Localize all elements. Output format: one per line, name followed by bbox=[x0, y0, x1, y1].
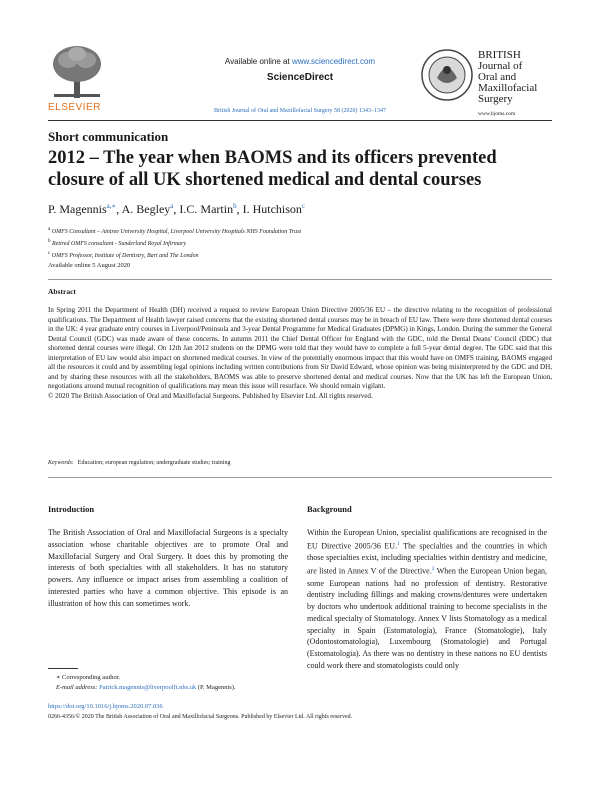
affiliation-text: OMFS Consultant – Aintree University Hospital, Liverpool University Hospitals NHS Foundation Trust bbox=[51, 229, 302, 235]
author-affiliation-ref[interactable]: a bbox=[170, 202, 174, 210]
affiliation-marker: a bbox=[48, 227, 51, 232]
available-online-date: Available online 5 August 2020 bbox=[48, 262, 131, 269]
abstract-heading: Abstract bbox=[48, 287, 76, 296]
affiliations bbox=[48, 225, 301, 261]
citation-ref[interactable]: 2 bbox=[431, 566, 435, 573]
journal-logo-line: BRITISH bbox=[478, 49, 521, 61]
availability-prefix: Available online at bbox=[224, 57, 292, 66]
keywords bbox=[48, 460, 230, 466]
affiliation-item bbox=[48, 249, 301, 261]
doi-link[interactable]: https://doi.org/10.1016/j.bjoms.2020.07.036 bbox=[48, 703, 163, 710]
copyright-line: 0266-4356/© 2020 The British Association of Oral and Maxillofacial Surgeons. Published by Elsevier Ltd. All rights reserved. bbox=[48, 714, 353, 720]
email-label: E-mail address: bbox=[56, 684, 98, 691]
background-text bbox=[307, 527, 547, 672]
abstract-text: In Spring 2011 the Department of Health (DH) received a request to review European Union Directive 2005/36 EU – the directive relating to the recognition of professional qualifications. The Department of Health lawyer raised concerns that the existing shortened dental courses may be in breach of EU law. There were three shortened dental courses in the UK: 4 year graduate entry courses in Liverpool/Peninsula and 3-year Dental Programme for Medical Graduates (DPMG) in Kings, London. During the summer the General Dental Council (GDC) was made aware of these concerns. In autumn 2011 the Chief Dental Officer for England with the GDC, told the Dental Deans' Council (DDC) that shortened dental courses were illegal. On 12th Jan 2012 students on the DPMG were told that they would have to complete a full 5-year dental degree. The GDC said that this interpretation of EU law would also impact on shortened medical courses. In view of the potentially enormous impact that this would have on OMFS training, BAOMS engaged all the resources it could and by assembling legal opinions including written contributions from Sir David Edward, whose opinion was being misinterpreted by the GDC and DH, and by sharing these resources with all the stakeholders, BAOMS was able to preserve shortened dental and medical courses. Now that the UK has left the European Union, negotiations around mutual recognition of qualifications may mean this issue will resurface. We should remain vigilant. bbox=[48, 306, 552, 391]
affiliation-marker: b bbox=[48, 239, 51, 244]
affiliation-text: Retired OMFS consultant - Sunderland Royal Infirmary bbox=[52, 241, 187, 247]
section-type: Short communication bbox=[48, 129, 169, 144]
background-heading: Background bbox=[307, 504, 352, 514]
divider bbox=[48, 279, 552, 280]
bjoms-crest-logo bbox=[420, 48, 474, 102]
author-list: P. Magennis$^{a,∗}$, A. Begley$^a$, I.C. Martin$^b$, I. Hutchison$^c$ bbox=[48, 202, 306, 216]
keywords-list: Education; european regulation; undergraduate studies; training bbox=[77, 460, 231, 466]
keywords-label: Keywords: bbox=[48, 460, 74, 466]
sciencedirect-link[interactable]: www.sciencedirect.com bbox=[291, 57, 376, 66]
affiliation-text: OMFS Professor, Institute of Dentistry, Bart and The London bbox=[51, 253, 199, 259]
abstract-copyright: © 2020 The British Association of Oral and Maxillofacial Surgeons. Published by Elsevier Ltd. All rights reserved. bbox=[48, 391, 373, 400]
journal-reference[interactable]: British Journal of Oral and Maxillofacial Surgery 58 (2020) 1343–1347 bbox=[213, 108, 387, 114]
affiliation-item bbox=[48, 225, 301, 237]
affiliation-item bbox=[48, 237, 301, 249]
journal-logo-line: Journal of bbox=[478, 60, 523, 72]
divider bbox=[48, 477, 552, 478]
author-name[interactable]: P. Magennis bbox=[48, 202, 107, 216]
background-segment: Within the European Union, specialist qualifications are recognised in the EU Directive 2005/36 EU. bbox=[307, 528, 547, 551]
introduction-heading: Introduction bbox=[48, 504, 95, 514]
author-affiliation-ref[interactable]: c bbox=[301, 202, 306, 210]
footnote-divider bbox=[48, 668, 78, 669]
author-name[interactable]: I.C. Martin bbox=[179, 202, 234, 216]
author-affiliation-ref[interactable]: b bbox=[233, 202, 237, 210]
header-divider bbox=[48, 120, 552, 121]
author-affiliation-ref[interactable]: a,∗ bbox=[106, 202, 117, 210]
article-title: 2012 – The year when BAOMS and its officers prevented closure of all UK shortened medical and dental courses bbox=[48, 148, 497, 190]
background-segment: The specialties and the countries in which those specialties exist, including specialties within dentistry and medicine, are listed in Annex V of the Directive. bbox=[307, 541, 548, 576]
journal-logo-line: Surgery bbox=[478, 93, 513, 105]
corresponding-author-footnote bbox=[56, 673, 236, 693]
author-email-link[interactable]: Patrick.magennis@liverpoolft.nhs.uk bbox=[99, 684, 197, 691]
author-name[interactable]: A. Begley bbox=[121, 202, 171, 216]
publisher-name: ELSEVIER bbox=[48, 102, 101, 113]
author-name[interactable]: I. Hutchison bbox=[242, 202, 302, 216]
journal-url[interactable]: www.bjoms.com bbox=[478, 111, 516, 117]
journal-logo-line: Maxillofacial bbox=[478, 82, 538, 94]
email-suffix: (P. Magennis). bbox=[197, 684, 236, 691]
citation-ref[interactable]: 1 bbox=[397, 540, 400, 547]
abstract-body bbox=[48, 306, 552, 401]
affiliation-marker: c bbox=[48, 251, 51, 256]
footnote-marker: ∗ bbox=[56, 674, 61, 681]
journal-logo-line: Oral and bbox=[478, 71, 517, 83]
introduction-text: The British Association of Oral and Maxillofacial Surgeons is a specialty association whose charitable objectives are to promote Oral and Maxillofacial Surgery and Oral Surgery. It does this by promoting the interests of both specialties with all stakeholders. It has no statutory powers. Any influence or impact arises from assembling a coalition of interested parties who have a common objective. This episode is an illustration of how this can sometimes work. bbox=[48, 528, 288, 608]
journal-logo-title bbox=[478, 50, 537, 105]
background-segment: When the European Union began, some European nations had no profession of dentistry. Restorative dentistry including fillings and making crowns/dentures were undertaken by doctors who undertook additional training to become specialists in the medical specialty of Stomatology. Annex V lists Stomatology as a medical specialty in Spain (Estomatología), France (Stomatologie), Italy (Odontostomatologia), Luxembourg (Stomatologie) and Portugal (Estomatologia). As there was no dentistry in these nations no EU dentists could work there and stomatologists could only bbox=[307, 566, 547, 671]
footnote-label: Corresponding author. bbox=[62, 674, 121, 681]
platform-name: ScienceDirect bbox=[266, 72, 334, 83]
